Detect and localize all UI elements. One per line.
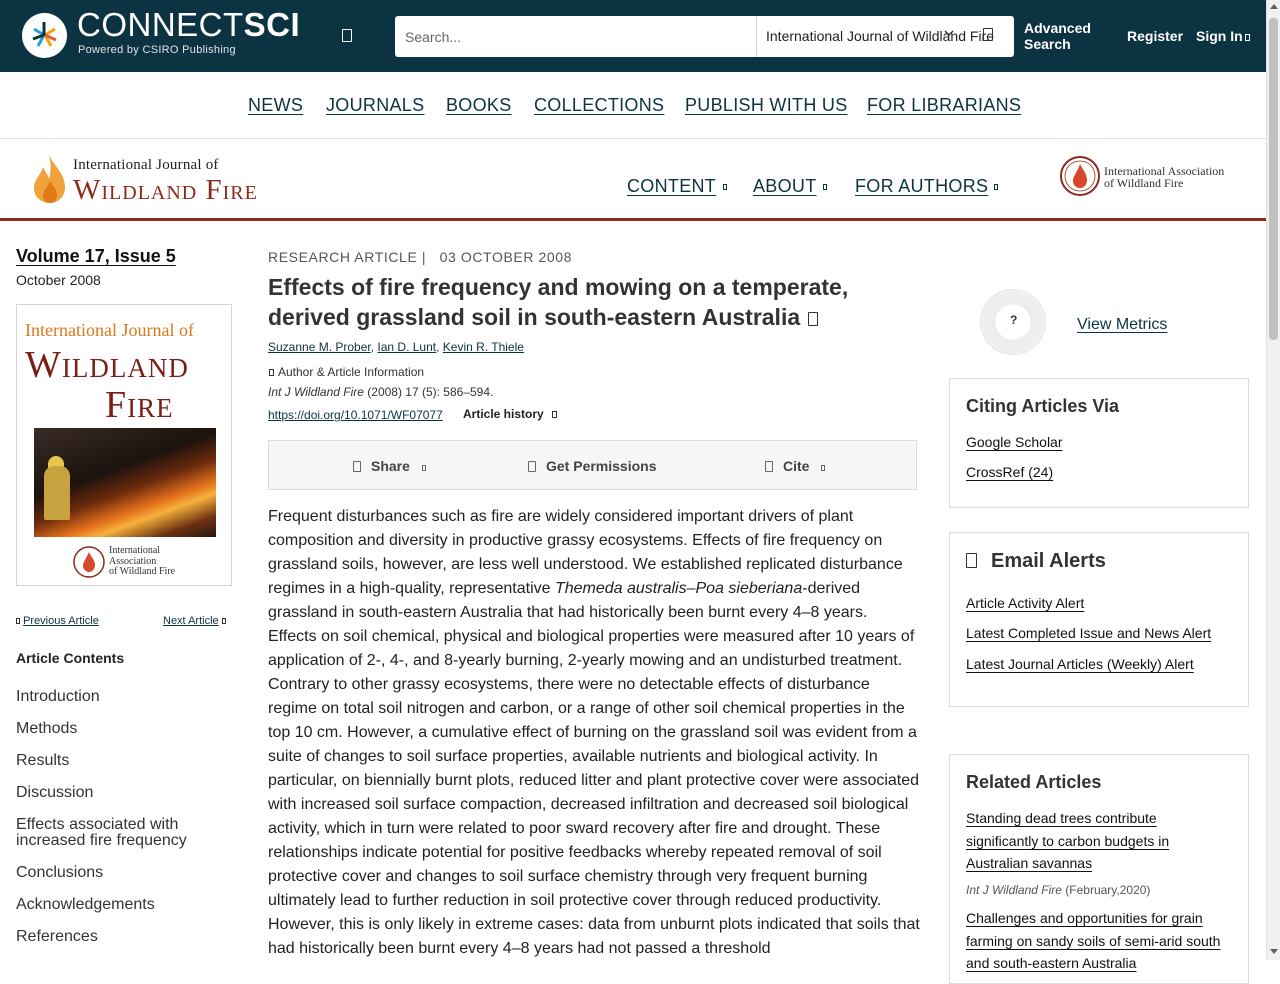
author-link[interactable]: Kevin R. Thiele <box>442 340 524 354</box>
share-button[interactable] <box>353 458 426 474</box>
toc-references[interactable]: References <box>16 928 98 945</box>
partner-name <box>1104 165 1224 189</box>
toc-acknowledgements[interactable]: Acknowledgements <box>16 896 155 913</box>
citing-title: Citing Articles Via <box>966 396 1120 416</box>
caret-icon <box>1245 34 1250 41</box>
partner-line-1: International Association <box>1104 164 1225 178</box>
next-article-label[interactable]: Next Article <box>163 615 219 627</box>
abstract-text: -derived grassland in south-eastern Australia that had historically been burnt every 4–8 years. Effects on soil chemical, physical and biological properties were measured after 10 years of application of 2-, 4-, and 8-yearly burning, 2-yearly mowing and an undisturbed treatment. Contrary to other grassy ecosystems, there were no detectable effects of disturbance regime on total soil nitrogen and carbon, or a range of other soil chemical properties in the top 10 cm. However, a cumulative effect of burning on the grassland soil was evident from a suite of changes to soil surface properties, available nutrients and biological activity. In particular, on biennially burnt plots, reduced litter and plant protective cover were associated with increased soil surface compaction, decreased infiltration and decreased soil biological activity, which in turn were related to poor sward recovery after fire and drought. These relationships indicate potential for positive feedbacks whereby repeated removal of soil protective cover and changes to soil surface chemistry through very frequent burning ultimately lead to further reduction in soil protective cover through reduced productivity. However, this is only likely in extreme cases: data from unburnt plots indicated that soils that had historically been burnt every 4–8 years had not passed a threshold <box>268 580 920 957</box>
latest-articles-alert-link[interactable]: Latest Journal Articles (Weekly) Alert <box>966 656 1194 672</box>
doi-link[interactable]: https://doi.org/10.1071/WF07077 <box>268 408 443 422</box>
cover-title-fire: Fire <box>105 384 174 426</box>
issue-date: October 2008 <box>16 272 101 288</box>
nav-collections[interactable]: COLLECTIONS <box>534 95 665 115</box>
nav-journals[interactable]: JOURNALS <box>326 95 425 115</box>
article-activity-alert-link[interactable]: Article Activity Alert <box>966 595 1085 611</box>
latest-issue-alert-link[interactable]: Latest Completed Issue and News Alert <box>966 625 1212 641</box>
chevron-down-icon <box>552 411 557 418</box>
permissions-icon <box>528 461 536 472</box>
author-info-toggle[interactable] <box>269 365 424 379</box>
cover-title-wildland: Wildland <box>25 344 189 386</box>
get-permissions-button[interactable] <box>528 458 657 474</box>
toc-effects-fire-frequency[interactable]: Effects associated with increased fire frequency <box>16 816 187 849</box>
search-divider <box>756 16 757 57</box>
scroll-up-arrow[interactable] <box>1270 4 1278 9</box>
article-abstract <box>268 505 920 961</box>
crossref-link[interactable]: CrossRef (24) <box>966 464 1054 480</box>
toc-methods[interactable]: Methods <box>16 720 78 737</box>
journal-nav-about[interactable]: ABOUT <box>753 176 817 196</box>
article-tools-bar <box>268 440 917 490</box>
partner-line-2: of Wildland Fire <box>1104 176 1184 190</box>
share-icon <box>353 461 361 472</box>
journal-nav-content[interactable]: CONTENT <box>627 176 717 196</box>
site-header <box>0 0 1266 72</box>
article-history-toggle[interactable] <box>463 407 557 421</box>
iawf-seal-icon[interactable] <box>1059 155 1101 197</box>
chevron-down-icon <box>422 465 426 471</box>
cover-org-line: of Wildland Fire <box>109 566 176 577</box>
journal-nav-for-authors[interactable]: FOR AUTHORS <box>855 176 989 196</box>
brand-wordmark[interactable] <box>77 7 300 43</box>
chevron-down-icon <box>821 465 825 471</box>
author-list: Suzanne M. Prober, Ian D. Lunt, Kevin R. Thiele <box>268 340 524 354</box>
issue-link[interactable]: Volume 17, Issue 5 <box>16 246 176 266</box>
nav-books[interactable]: BOOKS <box>446 95 512 115</box>
chevron-down-icon <box>723 184 727 190</box>
share-label: Share <box>371 458 410 474</box>
main-nav <box>0 72 1266 139</box>
journal-name-small: International Journal of <box>73 157 219 173</box>
cover-journal-line: International Journal of <box>25 320 194 340</box>
journal-abbr: Int J Wildland Fire <box>268 385 364 399</box>
cite-label: Cite <box>783 458 810 474</box>
cover-org-name <box>109 546 175 578</box>
toc-discussion[interactable]: Discussion <box>16 784 94 801</box>
register-link[interactable]: Register <box>1127 28 1184 44</box>
permissions-label: Get Permissions <box>546 458 657 474</box>
article-title-text: Effects of fire frequency and mowing on a temperate, derived grassland soil in south-eastern Australia <box>268 274 849 330</box>
search-input[interactable] <box>395 16 756 57</box>
toc-conclusions[interactable]: Conclusions <box>16 864 104 881</box>
author-link[interactable]: Ian D. Lunt <box>377 340 437 354</box>
cover-org-line: International <box>109 545 161 556</box>
related-articles-panel <box>949 754 1249 984</box>
related-article-link[interactable]: Challenges and opportunities for grain farming on sandy soils of semi-arid south and south-eastern Australia <box>966 910 1221 971</box>
cite-icon <box>765 461 773 472</box>
page-scrollbar[interactable] <box>1266 0 1280 960</box>
related-date: (February,2020) <box>1061 883 1151 897</box>
search-icon[interactable] <box>983 28 993 41</box>
menu-icon[interactable] <box>342 29 352 42</box>
advanced-search-link[interactable]: Advanced Search <box>1024 20 1091 52</box>
email-alerts-label: Email Alerts <box>991 550 1106 572</box>
author-info-label: Author & Article Information <box>278 365 425 379</box>
previous-article-label[interactable]: Previous Article <box>23 615 99 627</box>
journal-name-large[interactable]: Wildland Fire <box>73 174 258 206</box>
article-history-label: Article history <box>463 407 544 421</box>
citation-line <box>268 385 493 399</box>
nav-news[interactable]: NEWS <box>248 95 304 115</box>
search-bar <box>395 16 1014 57</box>
article-date: 03 OCTOBER 2008 <box>439 249 573 265</box>
related-journal: Int J Wildland Fire <box>966 883 1062 897</box>
chevron-right-icon <box>222 618 226 624</box>
brand-light: CONNECT <box>77 6 244 43</box>
email-alerts-title <box>966 550 1106 573</box>
sign-in-link[interactable] <box>1196 28 1250 44</box>
toc-introduction[interactable]: Introduction <box>16 688 100 705</box>
author-link[interactable]: Suzanne M. Prober <box>268 340 371 354</box>
flame-logo-icon[interactable] <box>31 153 69 205</box>
connectsci-logo-icon <box>28 19 61 52</box>
article-title <box>268 272 908 332</box>
related-article-meta <box>966 883 1150 897</box>
nav-for-librarians[interactable]: FOR LIBRARIANS <box>867 95 1022 115</box>
email-alerts-panel <box>949 532 1249 707</box>
bell-icon <box>966 553 977 568</box>
issue-cover[interactable] <box>16 304 232 586</box>
sign-in-label: Sign In <box>1196 28 1243 44</box>
connectsci-logo[interactable] <box>22 13 67 58</box>
cover-org-line: Association <box>109 555 157 567</box>
scroll-down-arrow[interactable] <box>1270 949 1278 954</box>
cover-photo <box>34 428 216 537</box>
iawf-seal-icon <box>72 545 106 579</box>
article-type: RESEARCH ARTICLE <box>268 249 418 265</box>
citing-articles-panel <box>949 378 1249 508</box>
altmetric-score: ? <box>1010 313 1018 327</box>
open-access-icon <box>808 312 818 326</box>
info-icon <box>269 369 274 376</box>
article-type-line: RESEARCH ARTICLE | 03 OCTOBER 2008 <box>268 249 573 265</box>
cite-button[interactable] <box>765 458 825 474</box>
brand-bold: SCI <box>243 6 301 43</box>
firefighter-figure <box>44 466 70 520</box>
abstract-species: Themeda australis–Poa sieberiana <box>554 580 803 597</box>
chevron-down-icon <box>823 184 827 190</box>
scroll-thumb[interactable] <box>1269 18 1278 340</box>
chevron-down-icon[interactable] <box>944 28 954 38</box>
citation-detail: (2008) 17 (5): 586–594. <box>363 385 494 399</box>
search-scope-select[interactable]: International Journal of Wildland Fire <box>766 28 995 44</box>
chevron-down-icon <box>994 184 998 190</box>
toc-results[interactable]: Results <box>16 752 70 769</box>
chevron-left-icon <box>16 618 20 624</box>
google-scholar-link[interactable]: Google Scholar <box>966 434 1063 450</box>
article-contents-title: Article Contents <box>16 650 125 666</box>
related-article-link[interactable]: Standing dead trees contribute significantly to carbon budgets in Australian savannas <box>966 810 1170 871</box>
powered-by: Powered by CSIRO Publishing <box>78 44 236 56</box>
next-article[interactable] <box>163 615 226 627</box>
related-title: Related Articles <box>966 772 1102 792</box>
view-metrics-link[interactable]: View Metrics <box>1077 316 1168 333</box>
abstract-text: Frequent disturbances such as fire are widely considered important drivers of plant composition and diversity in productive grassy ecosystems. Effects of fire frequency on grassland soils, however, are less well understood. We established replicated disturbance regimes in a high-quality, representative <box>268 508 903 597</box>
nav-publish-with-us[interactable]: PUBLISH WITH US <box>685 95 848 115</box>
journal-header <box>0 140 1266 221</box>
previous-article[interactable] <box>16 615 99 627</box>
